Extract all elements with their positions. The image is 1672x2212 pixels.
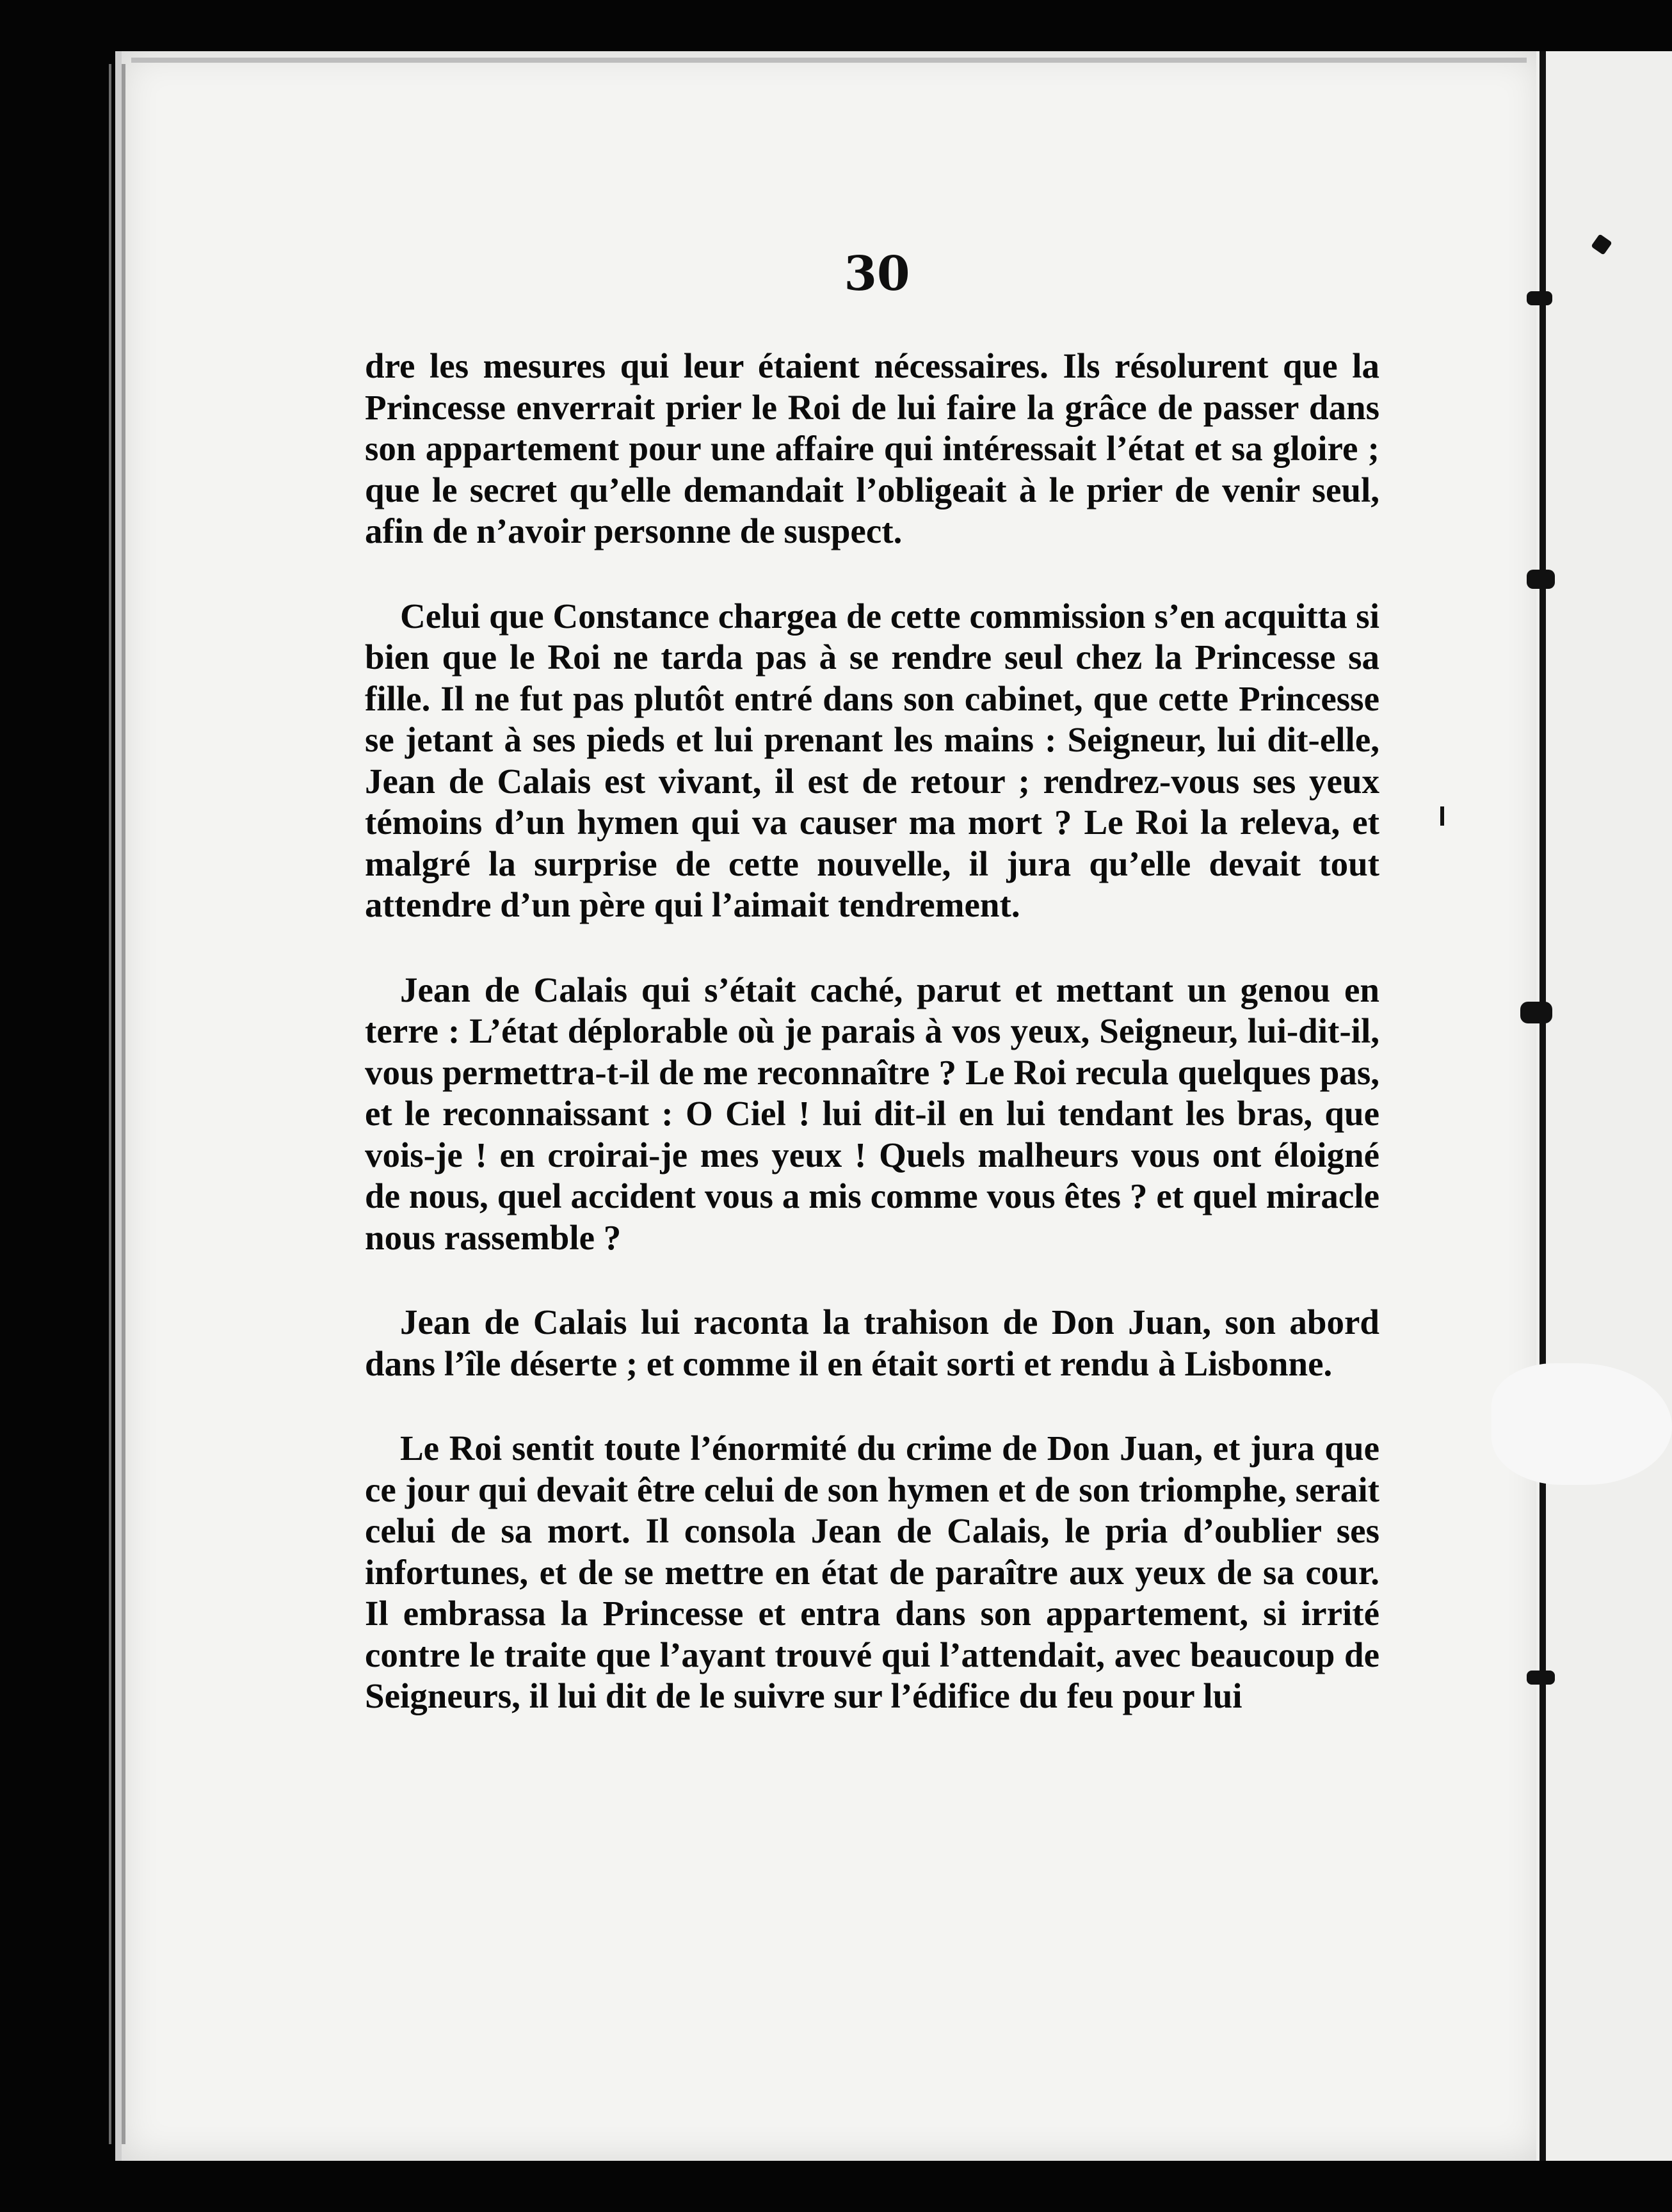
page-number: 30 bbox=[844, 246, 910, 301]
body-text bbox=[365, 346, 1379, 1761]
page-edge-shadow bbox=[109, 64, 111, 2144]
paragraph: Jean de Calais qui s’était caché, parut et mettant un genou en terre : L’état déplorable où je parais à vos yeux, Seigneur, lui-dit-il, vous permettra-t-il de me reconnaître ? Le Roi recula quelques pas, et le reconnaissant : O Ciel ! lui dit-il en lui tendant les bras, que vois-je ! en croirai-je mes yeux ! Quels malheurs vous ont éloigné de nous, quel accident vous a mis comme vous êtes ? et quel miracle nous rassemble ? bbox=[365, 970, 1379, 1257]
paragraph: Le Roi sentit toute l’énormité du crime de Don Juan, et jura que ce jour qui devait être celui de son hymen et de son triomphe, serait celui de sa mort. Il consola Jean de Calais, le pria d’oublier ses infortunes, et de se mettre en état de paraître aux yeux de sa cour. Il embrassa la Princesse et entra dans son appartement, si irrité contre le traite que l’ayant trouvé qui l’attendait, avec beaucoup de Seigneurs, il lui dit de le suivre sur l’édifice du feu pour lui bbox=[365, 1429, 1379, 1715]
ink-mark bbox=[1520, 1002, 1552, 1023]
page-top-edge bbox=[131, 58, 1527, 63]
facing-page-fragment bbox=[1536, 51, 1672, 2161]
page-left-edge bbox=[122, 64, 125, 2144]
ink-mark bbox=[1527, 1671, 1555, 1685]
page-gutter-line bbox=[1539, 51, 1546, 2161]
ink-mark bbox=[1440, 806, 1444, 826]
paragraph: dre les mesures qui leur étaient nécessaires. Ils résolurent que la Princesse enverrait prier le Roi de lui faire la grâce de passer dans son appartement pour une affaire qui intéressait l’état et sa gloire ; que le secret qu’elle demandait l’obligeait à le prier de venir seul, afin de n’avoir personne de suspect. bbox=[365, 346, 1379, 550]
ink-mark bbox=[1527, 570, 1555, 589]
ink-mark bbox=[1527, 291, 1552, 305]
paragraph: Celui que Constance chargea de cette commission s’en acquitta si bien que le Roi ne tarda pas à se rendre seul chez la Princesse sa fille. Il ne fut pas plutôt entré dans son cabinet, que cette Princesse se jetant à ses pieds et lui prenant les mains : Seigneur, lui dit-elle, Jean de Calais est vivant, il est de retour ; rendrez-vous ses yeux témoins d’un hymen qui va causer ma mort ? Le Roi la releva, et malgré la surprise de cette nouvelle, il jura qu’elle devait tout attendre d’un père qui l’aimait tendrement. bbox=[365, 596, 1379, 924]
paragraph: Jean de Calais lui raconta la trahison de Don Juan, son abord dans l’île déserte ; et comme il en était sorti et rendu à Lisbonne. bbox=[365, 1302, 1379, 1383]
